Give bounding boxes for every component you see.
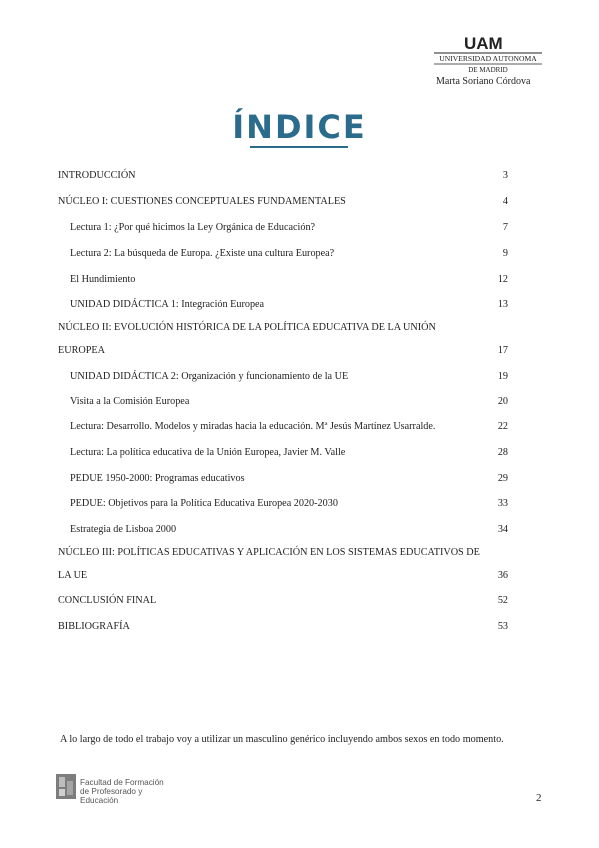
page-title: ÍNDICE: [232, 108, 367, 146]
toc-entry-text: Lectura: La política educativa de la Unión Europea, Javier M. Valle: [70, 447, 346, 458]
toc-entry-page: 3: [502, 170, 508, 181]
toc-entry-text: Estrategia de Lisboa 2000: [70, 524, 177, 535]
toc-entry-text: UNIDAD DIDÁCTICA 1: Integración Europea: [70, 299, 265, 310]
toc-entry-text: CONCLUSIÓN FINAL: [58, 595, 157, 606]
uam-logo-mark: UAM: [464, 34, 503, 53]
page-number: 2: [536, 792, 542, 804]
toc-entry-page: 29: [497, 473, 508, 484]
toc-entry-text: NÚCLEO I: CUESTIONES CONCEPTUALES FUNDAMENTALES: [58, 196, 346, 207]
toc-entry-text: NÚCLEO III: POLÍTICAS EDUCATIVAS Y APLICACIÓN EN LOS SISTEMAS EDUCATIVOS DE: [58, 547, 480, 558]
uam-logo-line2: DE MADRID: [468, 66, 508, 74]
toc-entry-text: El Hundimiento: [70, 274, 136, 285]
toc-entry-page: 28: [497, 447, 508, 458]
toc-entry-text: BIBLIOGRAFÍA: [58, 621, 130, 632]
toc-entry-page: 17: [497, 345, 508, 356]
toc-entry-text: INTRODUCCIÓN: [58, 170, 136, 181]
uam-logo: [432, 34, 544, 76]
toc-entry-text: Lectura 2: La búsqueda de Europa. ¿Existe una cultura Europea?: [70, 248, 335, 259]
toc-entry-page: 22: [497, 421, 508, 432]
toc-entry-text: EUROPEA: [58, 345, 105, 356]
toc-entry-text: Visita a la Comisión Europea: [70, 396, 190, 407]
toc-entry-page: 36: [497, 570, 508, 581]
gender-language-note: A lo largo de todo el trabajo voy a utilizar un masculino genérico incluyendo ambos sexos en todo momento.: [60, 734, 504, 745]
toc-entry-page: 12: [497, 274, 508, 285]
faculty-emblem-icon: [55, 772, 77, 800]
toc-entry-text: PEDUE: Objetivos para la Política Educativa Europea 2020-2030: [70, 498, 338, 509]
toc-entry-text: UNIDAD DIDÁCTICA 2: Organización y funcionamiento de la UE: [70, 371, 349, 382]
toc-entry-page: 52: [497, 595, 508, 606]
toc-entry-page: 33: [497, 498, 508, 509]
toc-entry-text: NÚCLEO II: EVOLUCIÓN HISTÓRICA DE LA POLÍTICA EDUCATIVA DE LA UNIÓN: [58, 322, 436, 333]
toc-entry-page: 7: [502, 222, 508, 233]
faculty-name-line2: de Profesorado y Educación: [80, 787, 143, 805]
toc-entry-text: PEDUE 1950-2000: Programas educativos: [70, 473, 245, 484]
toc-entry-page: 34: [497, 524, 508, 535]
title-underline: [250, 146, 348, 148]
toc-entry-page: 9: [502, 248, 508, 259]
toc-entry-text: Lectura: Desarrollo. Modelos y miradas hacia la educación. Mª Jesús Martínez Usarralde.: [70, 421, 436, 432]
toc-entry-text: Lectura 1: ¿Por qué hicimos la Ley Orgánica de Educación?: [70, 222, 316, 233]
toc-entry-page: 19: [497, 371, 508, 382]
toc-entry-text: LA UE: [58, 570, 88, 581]
toc-entry-page: 13: [497, 299, 508, 310]
author-name: Marta Soriano Córdova: [436, 76, 531, 87]
faculty-logo: [55, 772, 175, 804]
faculty-name: [80, 778, 175, 805]
uam-logo-line1: UNIVERSIDAD AUTONOMA: [439, 54, 537, 63]
toc-entry-page: 20: [497, 396, 508, 407]
toc-entry-page: 4: [502, 196, 508, 207]
toc-entry-page: 53: [497, 621, 508, 632]
faculty-name-line1: Facultad de Formación: [80, 778, 164, 787]
